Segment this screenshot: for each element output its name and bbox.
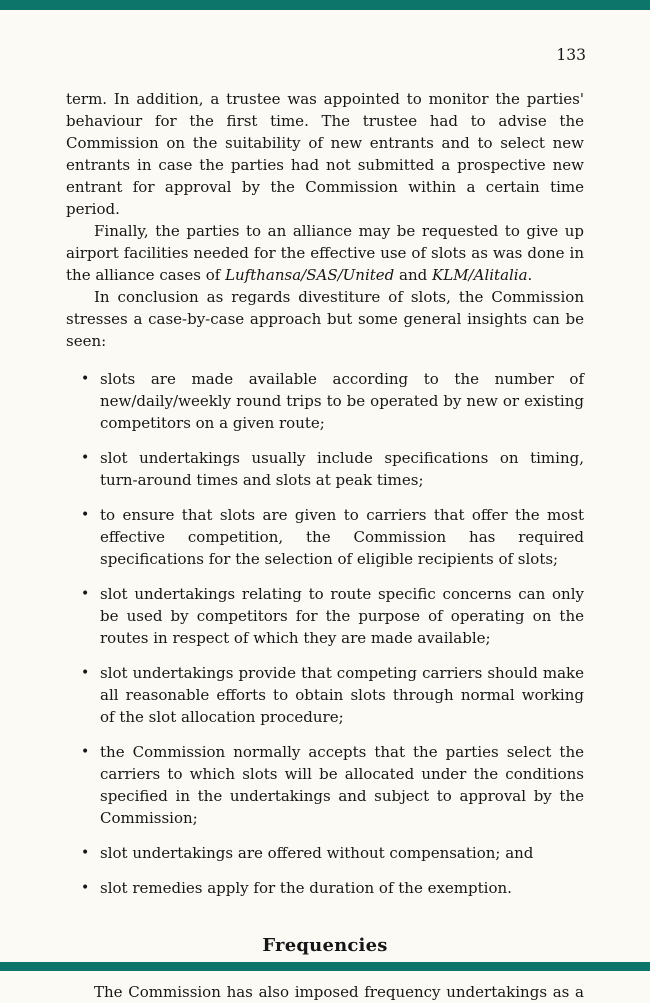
bullet-icon: • xyxy=(81,665,90,681)
bullet-icon: • xyxy=(81,744,90,760)
bullet-icon: • xyxy=(81,880,90,896)
list-item xyxy=(66,504,584,570)
list-item xyxy=(66,662,584,728)
list-item-text: slots are made available according to the number of new/daily/weekly round trips to be operated by new or existing competitors on a given route; xyxy=(100,370,584,432)
paragraph-finally-text-mid: and xyxy=(394,266,433,284)
case-name-lufthansa-sas-united: Lufthansa/SAS/United xyxy=(225,266,395,284)
page-top-border xyxy=(0,0,650,10)
bullet-icon: • xyxy=(81,507,90,523)
bullet-icon: • xyxy=(81,371,90,387)
paragraph-finally-text-post: . xyxy=(527,266,533,284)
list-item xyxy=(66,447,584,491)
bullet-icon: • xyxy=(81,845,90,861)
list-item-text: slot remedies apply for the duration of the exemption. xyxy=(100,879,512,897)
page-bottom-border xyxy=(0,962,650,971)
list-item xyxy=(66,741,584,829)
page-number: 133 xyxy=(556,46,586,64)
section-heading-frequencies: Frequencies xyxy=(262,935,388,956)
list-item-text: slot undertakings relating to route specific concerns can only be used by competitors for the purpose of operating on the routes in respect of which they are made available; xyxy=(100,585,584,647)
page-body xyxy=(66,88,584,1003)
list-item-text: to ensure that slots are given to carriers that offer the most effective competition, the Commission has required specifications for the selection of eligible recipients of slots; xyxy=(100,506,584,568)
list-item-text: slot undertakings provide that competing carriers should make all reasonable efforts to obtain slots through normal working of the slot allocation procedure; xyxy=(100,664,584,726)
case-name-klm-alitalia: KLM/Alitalia xyxy=(432,266,528,284)
list-item xyxy=(66,368,584,434)
list-item-text: the Commission normally accepts that the parties select the carriers to which slots will be allocated under the conditions specified in the undertakings and subject to approval by the Commission; xyxy=(100,743,584,827)
bullet-icon: • xyxy=(81,450,90,466)
list-item-text: slot undertakings usually include specifications on timing, turn-around times and slots at peak times; xyxy=(100,449,584,489)
paragraph-frequencies-intro: The Commission has also imposed frequency undertakings as a xyxy=(94,983,584,1001)
bullet-icon: • xyxy=(81,586,90,602)
slot-insights-list xyxy=(66,368,584,899)
paragraph-in-conclusion: In conclusion as regards divestiture of slots, the Commission stresses a case-by-case approach but some general insights can be seen: xyxy=(66,288,584,350)
paragraph-finally-alliance xyxy=(66,220,584,286)
list-item xyxy=(66,877,584,899)
paragraph-term-trustee: term. In addition, a trustee was appointed to monitor the parties' behaviour for the first time. The trustee had to advise the Commission on the suitability of new entrants and to select new entrants in case the parties had not submitted a prospective new entrant for approval by the Commission within a certain time period. xyxy=(66,90,584,218)
list-item xyxy=(66,842,584,864)
paragraph-finally-text-pre: Finally, the parties to an alliance may be requested to give up airport facilities needed for the effective use of slots as was done in the alliance cases of xyxy=(66,222,584,284)
list-item-text: slot undertakings are offered without compensation; and xyxy=(100,844,534,862)
list-item xyxy=(66,583,584,649)
